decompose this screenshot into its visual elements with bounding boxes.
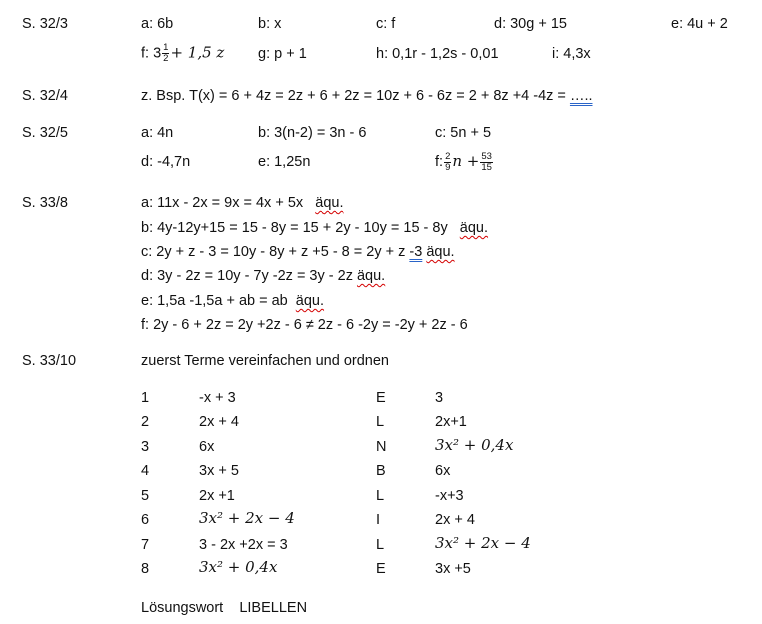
row-term: 3x + 5 — [199, 463, 239, 479]
instruction-text: zuerst Terme vereinfachen und ordnen — [141, 353, 389, 369]
row-match: 3x² + 2x − 4 — [435, 534, 531, 552]
answer-32-5-e: e: 1,25n — [258, 154, 311, 170]
row-term: 2x +1 — [199, 488, 235, 504]
answer-32-3-b: b: x — [258, 16, 282, 32]
row-letter: B — [376, 463, 386, 479]
row-term: 3x² + 0,4x — [199, 558, 278, 576]
row-number: 4 — [141, 463, 150, 479]
fraction-53-15: $\frac{53}{15}$ — [481, 150, 492, 173]
answer-32-4 — [141, 87, 593, 105]
answer-32-3-g: g: p + 1 — [258, 46, 307, 62]
solution-label: Lösungswort — [141, 600, 224, 616]
answer-33-8-b: b: 4y-12y+15 = 15 - 8y = 15 + 2y - 10y = 15 - 8y äqu. — [141, 220, 489, 236]
row-term: 6x — [199, 439, 215, 455]
answer-32-5-b: b: 3(n-2) = 3n - 6 — [258, 125, 367, 141]
answer-32-5-f-prefix: f: — [435, 154, 444, 170]
row-letter: L — [376, 537, 385, 553]
row-term: 3x² + 2x − 4 — [199, 509, 295, 527]
solution-word: LIBELLEN — [239, 600, 308, 616]
answer-32-3-f-prefix: f: 3 — [141, 45, 162, 62]
answer-33-8-c-neg: -3 — [409, 244, 423, 260]
equivalence-mark: äqu. — [356, 268, 386, 284]
row-match: -x+3 — [435, 488, 464, 504]
answer-32-3-i: i: 4,3x — [552, 46, 591, 62]
answer-32-4-dots: ….. — [569, 88, 593, 104]
answer-32-4-text: z. Bsp. T(x) = 6 + 4z = 2z + 6 + 2z = 10z + 6 - 6z = 2 + 8z +4 -4z = — [141, 88, 566, 104]
answer-32-5-f-mid: n + — [452, 152, 480, 170]
row-number: 2 — [141, 414, 150, 430]
fraction-one-half: $\frac{1}{2}$ — [163, 42, 169, 64]
equivalence-mark: äqu. — [426, 244, 455, 260]
answer-32-3-c: c: f — [376, 16, 396, 32]
row-match: 3 — [435, 390, 444, 406]
row-match: 3x +5 — [435, 561, 471, 577]
row-number: 3 — [141, 439, 150, 455]
answer-33-8-d: d: 3y - 2z = 10y - 7y -2z = 3y - 2z äqu. — [141, 268, 386, 284]
row-term: 3 - 2x +2x = 3 — [199, 537, 288, 553]
row-number: 7 — [141, 537, 150, 553]
row-term: 2x + 4 — [199, 414, 239, 430]
row-term: -x + 3 — [199, 390, 236, 406]
answer-33-8-f: f: 2y - 6 + 2z = 2y +2z - 6 ≠ 2z - 6 -2y = -2y + 2z - 6 — [141, 317, 468, 333]
row-match: 6x — [435, 463, 451, 479]
answer-32-3-a: a: 6b — [141, 16, 174, 32]
solution-word-line — [141, 599, 307, 617]
answer-32-5-a: a: 4n — [141, 125, 174, 141]
row-number: 5 — [141, 488, 150, 504]
answer-32-5-d: d: -4,7n — [141, 154, 191, 170]
row-match: 2x + 4 — [435, 512, 475, 528]
answer-33-8-e: e: 1,5a -1,5a + ab = ab äqu. — [141, 293, 325, 309]
answer-32-3-f-rest: + 1,5 z — [170, 43, 225, 62]
row-match: 3x² + 0,4x — [435, 436, 514, 454]
row-letter: E — [376, 390, 386, 406]
equivalence-mark: äqu. — [315, 195, 344, 211]
equivalence-mark: äqu. — [295, 293, 325, 309]
row-letter: L — [376, 414, 385, 430]
answer-32-3-d: d: 30g + 15 — [494, 16, 567, 32]
section-label-32-4: S. 32/4 — [22, 88, 68, 104]
answer-32-3-f — [141, 43, 224, 64]
section-label-32-5: S. 32/5 — [22, 125, 68, 141]
answer-32-3-h: h: 0,1r - 1,2s - 0,01 — [376, 46, 499, 62]
answer-32-5-c: c: 5n + 5 — [435, 125, 492, 141]
row-letter: I — [376, 512, 381, 528]
section-label-32-3: S. 32/3 — [22, 16, 68, 32]
answer-33-8-c: c: 2y + z - 3 = 10y - 8y + z +5 - 8 = 2y + z -3 äqu. — [141, 244, 455, 260]
row-number: 8 — [141, 561, 150, 577]
section-label-33-10: S. 33/10 — [22, 353, 77, 369]
equivalence-mark: äqu. — [459, 220, 489, 236]
row-letter: E — [376, 561, 386, 577]
section-label-33-8: S. 33/8 — [22, 195, 68, 211]
row-number: 1 — [141, 390, 150, 406]
fraction-two-ninths: $\frac{2}{9}$ — [445, 150, 451, 173]
answer-32-5-f — [435, 146, 494, 177]
row-number: 6 — [141, 512, 150, 528]
answer-33-8-a: a: 11x - 2x = 9x = 4x + 5x äqu. — [141, 195, 344, 211]
row-letter: L — [376, 488, 385, 504]
answer-32-3-e: e: 4u + 2 — [671, 16, 728, 32]
row-match: 2x+1 — [435, 414, 467, 430]
row-letter: N — [376, 439, 387, 455]
